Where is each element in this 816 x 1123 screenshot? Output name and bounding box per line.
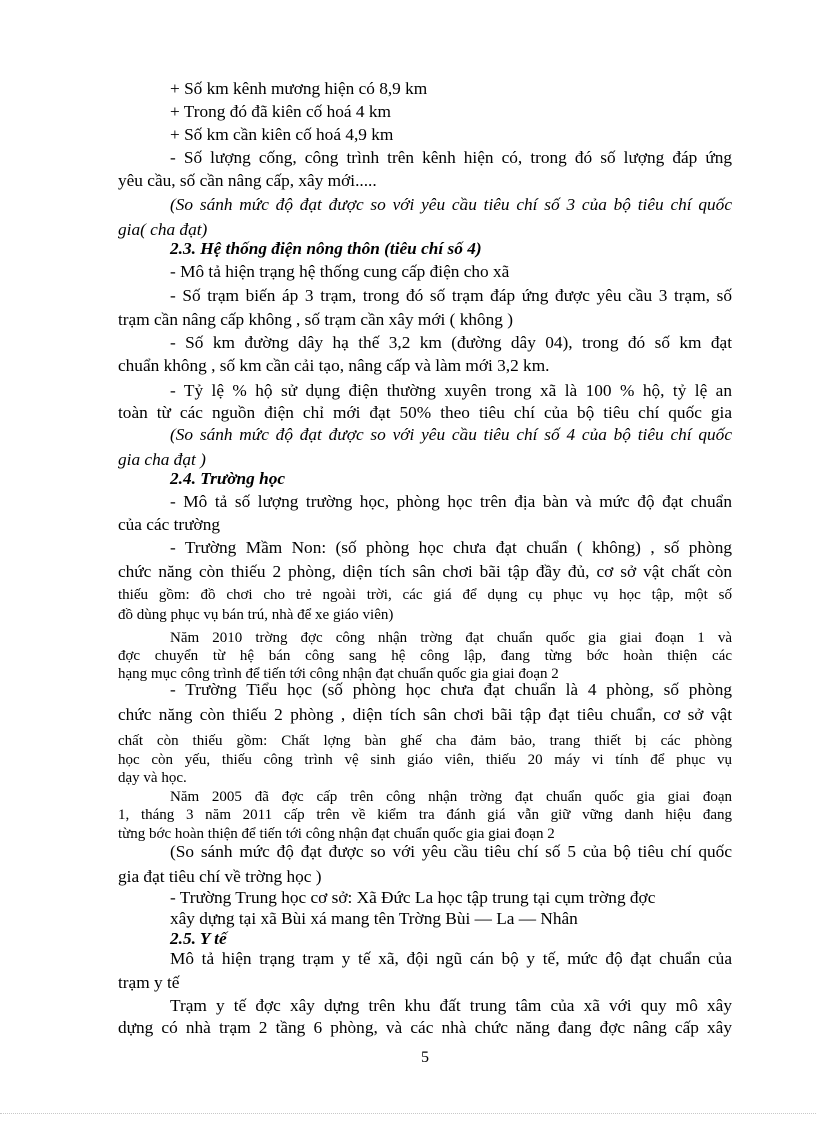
text-line: trạm cần nâng cấp không , số trạm cần xây mới ( không ) (118, 310, 513, 329)
page-number: 5 (421, 1049, 429, 1066)
text-line: xây dựng tại xã Bùi xá mang tên Trờng Bùi — La — Nhân (170, 909, 578, 928)
text-line: gia cha đạt ) (118, 450, 206, 469)
text-line: chức năng còn thiếu 2 phòng , diện tích sân chơi bãi tập đạt tiêu chuẩn, cơ sở vật (118, 705, 732, 724)
text-line: gia đạt tiêu chí về trờng học ) (118, 867, 322, 886)
text-line: học còn yếu, thiếu công trình vệ sinh giáo viên, thiếu 20 máy vi tính để phục vụ (118, 752, 732, 768)
text-line: - Mô tả hiện trạng hệ thống cung cấp điện cho xã (170, 262, 510, 281)
text-line: toàn từ các nguồn điện chỉ mới đạt 50% theo tiêu chí của bộ tiêu chí quốc gia (118, 403, 732, 422)
text-line: hạng mục công trình để tiến tới công nhận đạt chuẩn quốc gia giai đoạn 2 (118, 666, 559, 682)
section-heading: 2.5. Y tế (170, 929, 227, 948)
text-line: (So sánh mức độ đạt được so với yêu cầu tiêu chí số 5 của bộ tiêu chí quốc (170, 842, 732, 861)
text-line: của các trường (118, 515, 220, 534)
text-line: - Trường Mầm Non: (số phòng học chưa đạt chuẩn ( không) , số phòng (170, 538, 732, 557)
text-line: - Mô tả số lượng trường học, phòng học trên địa bàn và mức độ đạt chuẩn (170, 492, 732, 511)
text-line: + Số km cần kiên cố hoá 4,9 km (170, 125, 394, 144)
text-line: Trạm y tế đợc xây dựng trên khu đất trung tâm của xã với quy mô xây (170, 996, 732, 1015)
text-line: - Tỷ lệ % hộ sử dụng điện thường xuyên trong xã là 100 % hộ, tỷ lệ an (170, 381, 732, 400)
text-line: trạm y tế (118, 973, 180, 992)
text-line: yêu cầu, số cần nâng cấp, xây mới..... (118, 171, 377, 190)
text-line: + Số km kênh mương hiện có 8,9 km (170, 79, 428, 98)
text-line: Mô tả hiện trạng trạm y tế xã, đội ngũ cán bộ y tế, mức độ đạt chuẩn của (170, 949, 732, 968)
text-line: chức năng còn thiếu 2 phòng, diện tích sân chơi bãi tập đầy đủ, cơ sở vật chất còn (118, 562, 732, 581)
text-line: - Trường Tiểu học (số phòng học chưa đạt chuẩn là 4 phòng, số phòng (170, 680, 732, 699)
text-line: gia( cha đạt) (118, 220, 208, 239)
text-line: (So sánh mức độ đạt được so với yêu cầu tiêu chí số 3 của bộ tiêu chí quốc (170, 195, 732, 214)
text-line: chuẩn không , số km cần cải tạo, nâng cấp và làm mới 3,2 km. (118, 356, 550, 375)
text-line: chất còn thiếu gồm: Chất lợng bàn ghế cha đảm bảo, trang thiết bị các phòng (118, 733, 732, 749)
text-line: thiếu gồm: đồ chơi cho trẻ ngoài trời, các giá để dụng cụ phục vụ học tập, một số (118, 587, 732, 603)
text-line: từng bớc hoàn thiện để tiến tới công nhận đạt chuẩn quốc gia giai đoạn 2 (118, 826, 555, 842)
text-line: 1, tháng 3 năm 2011 cấp trên về kiểm tra đánh giá vẫn giữ vững danh hiệu đang (118, 807, 732, 823)
text-line: (So sánh mức độ đạt được so với yêu cầu tiêu chí số 4 của bộ tiêu chí quốc (170, 425, 732, 444)
text-line: - Số km đường dây hạ thế 3,2 km (đường dây 04), trong đó số km đạt (170, 333, 732, 352)
text-line: dựng có nhà trạm 2 tầng 6 phòng, và các nhà chức năng đang đợc nâng cấp xây (118, 1018, 732, 1037)
section-heading: 2.4. Trường học (170, 469, 286, 488)
section-heading: 2.3. Hệ thống điện nông thôn (tiêu chí số 4) (170, 239, 482, 258)
text-line: - Số trạm biến áp 3 trạm, trong đó số trạm đáp ứng được yêu cầu 3 trạm, số (170, 286, 732, 305)
text-line: đợc chuyển từ hệ bán công sang hệ công lập, đang từng bớc hoàn thiện các (118, 648, 732, 664)
text-line: + Trong đó đã kiên cố hoá 4 km (170, 102, 391, 121)
text-line: đồ dùng phục vụ bán trú, nhà để xe giáo viên) (118, 607, 394, 623)
text-line: Năm 2005 đã đợc cấp trên công nhận trờng đạt chuẩn quốc gia giai đoạn (170, 789, 732, 805)
text-line: Năm 2010 trờng đợc công nhận trờng đạt chuẩn quốc gia giai đoạn 1 và (170, 630, 732, 646)
text-line: - Trường Trung học cơ sở: Xã Đức La học tập trung tại cụm trờng đợc (170, 888, 656, 907)
text-line: - Số lượng cống, công trình trên kênh hiện có, trong đó số lượng đáp ứng (170, 148, 732, 167)
page-edge-divider (0, 1113, 816, 1114)
text-line: dạy và học. (118, 770, 187, 786)
